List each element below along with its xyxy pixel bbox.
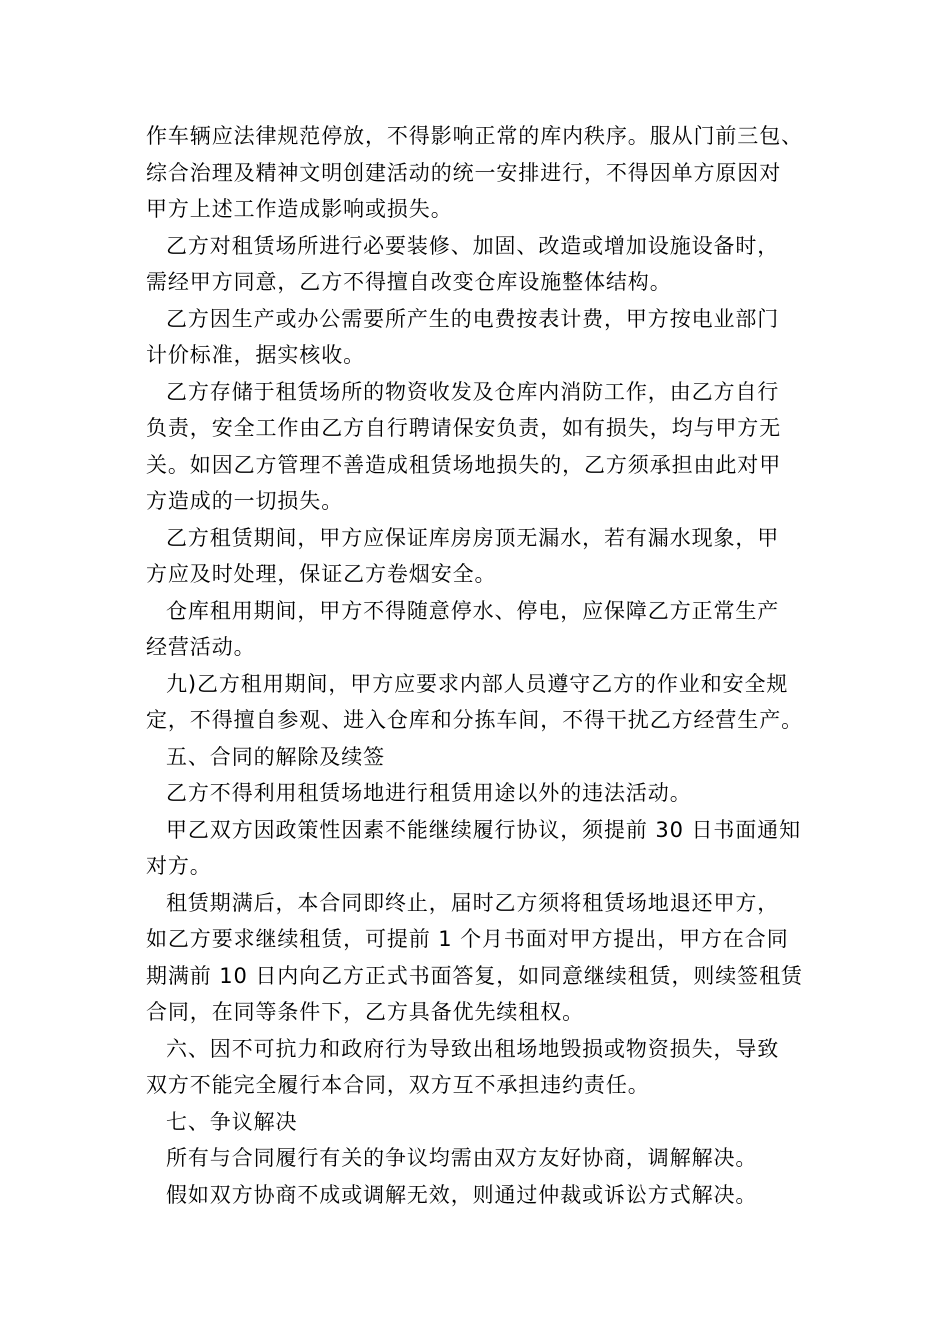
text-line: 需经甲方同意，乙方不得擅自改变仓库设施整体结构。	[146, 270, 672, 294]
text-line: 作车辆应法律规范停放，不得影响正常的库内秩序。服从门前三包、	[146, 124, 803, 148]
text-line: 对方。	[146, 854, 212, 878]
section-heading: 五、合同的解除及续签	[166, 744, 385, 769]
text-line: 乙方对租赁场所进行必要装修、加固、改造或增加设施设备时，	[166, 233, 780, 258]
text-line: 方应及时处理，保证乙方卷烟安全。	[146, 562, 497, 586]
text-line: 计价标准，据实核收。	[146, 343, 365, 367]
text-line: 方造成的一切损失。	[146, 489, 344, 513]
text-line: 假如双方协商不成或调解无效，则通过仲裁或诉讼方式解决。	[166, 1182, 758, 1207]
paragraph-renovation	[146, 228, 836, 301]
text-line: 甲乙双方因政策性因素不能继续履行协议，须提前 30 日书面通知	[166, 817, 801, 842]
paragraph-arbitration	[146, 1177, 836, 1214]
paragraph-storage-safety	[146, 374, 836, 520]
text-line: 合同，在同等条件下，乙方具备优先续租权。	[146, 1000, 584, 1024]
text-line: 综合治理及精神文明创建活动的统一安排进行，不得因单方原因对	[146, 160, 782, 185]
text-line: 九)乙方租用期间，甲方应要求内部人员遵守乙方的作业和安全规	[166, 671, 789, 696]
text-line: 负责，安全工作由乙方自行聘请保安负责，如有损失，均与甲方无	[146, 416, 782, 440]
text-line: 所有与合同履行有关的争议均需由双方友好协商，调解解决。	[166, 1146, 758, 1170]
paragraph-parking-and-order	[146, 118, 836, 228]
paragraph-renewal	[146, 885, 836, 1031]
document-body	[146, 118, 836, 1213]
text-line: 乙方租赁期间，甲方应保证库房房顶无漏水，若有漏水现象，甲	[166, 525, 780, 550]
text-line: 乙方因生产或办公需要所产生的电费按表计费，甲方按电业部门	[166, 306, 780, 331]
section-heading-dispute	[146, 1104, 836, 1141]
text-line: 乙方不得利用租赁场地进行租赁用途以外的违法活动。	[166, 781, 692, 805]
section-heading-termination	[146, 739, 836, 776]
paragraph-electricity	[146, 301, 836, 374]
paragraph-negotiation	[146, 1140, 836, 1177]
text-line: 关。如因乙方管理不善造成租赁场地损失的，乙方须承担由此对甲	[146, 452, 782, 477]
text-line: 期满前 10 日内向乙方正式书面答复，如同意继续租赁，则续签租赁	[146, 963, 803, 988]
text-line: 定，不得擅自参观、进入仓库和分拣车间，不得干扰乙方经营生产。	[146, 708, 803, 732]
paragraph-policy-notice	[146, 812, 836, 885]
text-line: 双方不能完全履行本合同，双方互不承担违约责任。	[146, 1073, 650, 1097]
text-line: 租赁期满后，本合同即终止，届时乙方须将租赁场地退还甲方，	[166, 890, 780, 915]
paragraph-force-majeure	[146, 1031, 836, 1104]
text-line: 甲方上述工作造成影响或损失。	[146, 197, 453, 221]
text-line: 乙方存储于租赁场所的物资收发及仓库内消防工作，由乙方自行	[166, 379, 780, 404]
text-line: 仓库租用期间，甲方不得随意停水、停电，应保障乙方正常生产	[166, 598, 780, 623]
text-line: 六、因不可抗力和政府行为导致出租场地毁损或物资损失，导致	[166, 1036, 780, 1061]
text-line: 如乙方要求继续租赁，可提前 1 个月书面对甲方提出，甲方在合同	[146, 927, 789, 951]
paragraph-personnel-rules	[146, 666, 836, 739]
section-heading: 七、争议解决	[166, 1109, 298, 1134]
paragraph-utilities	[146, 593, 836, 666]
paragraph-roof-leak	[146, 520, 836, 593]
text-line: 经营活动。	[146, 635, 256, 659]
paragraph-illegal-use	[146, 775, 836, 812]
